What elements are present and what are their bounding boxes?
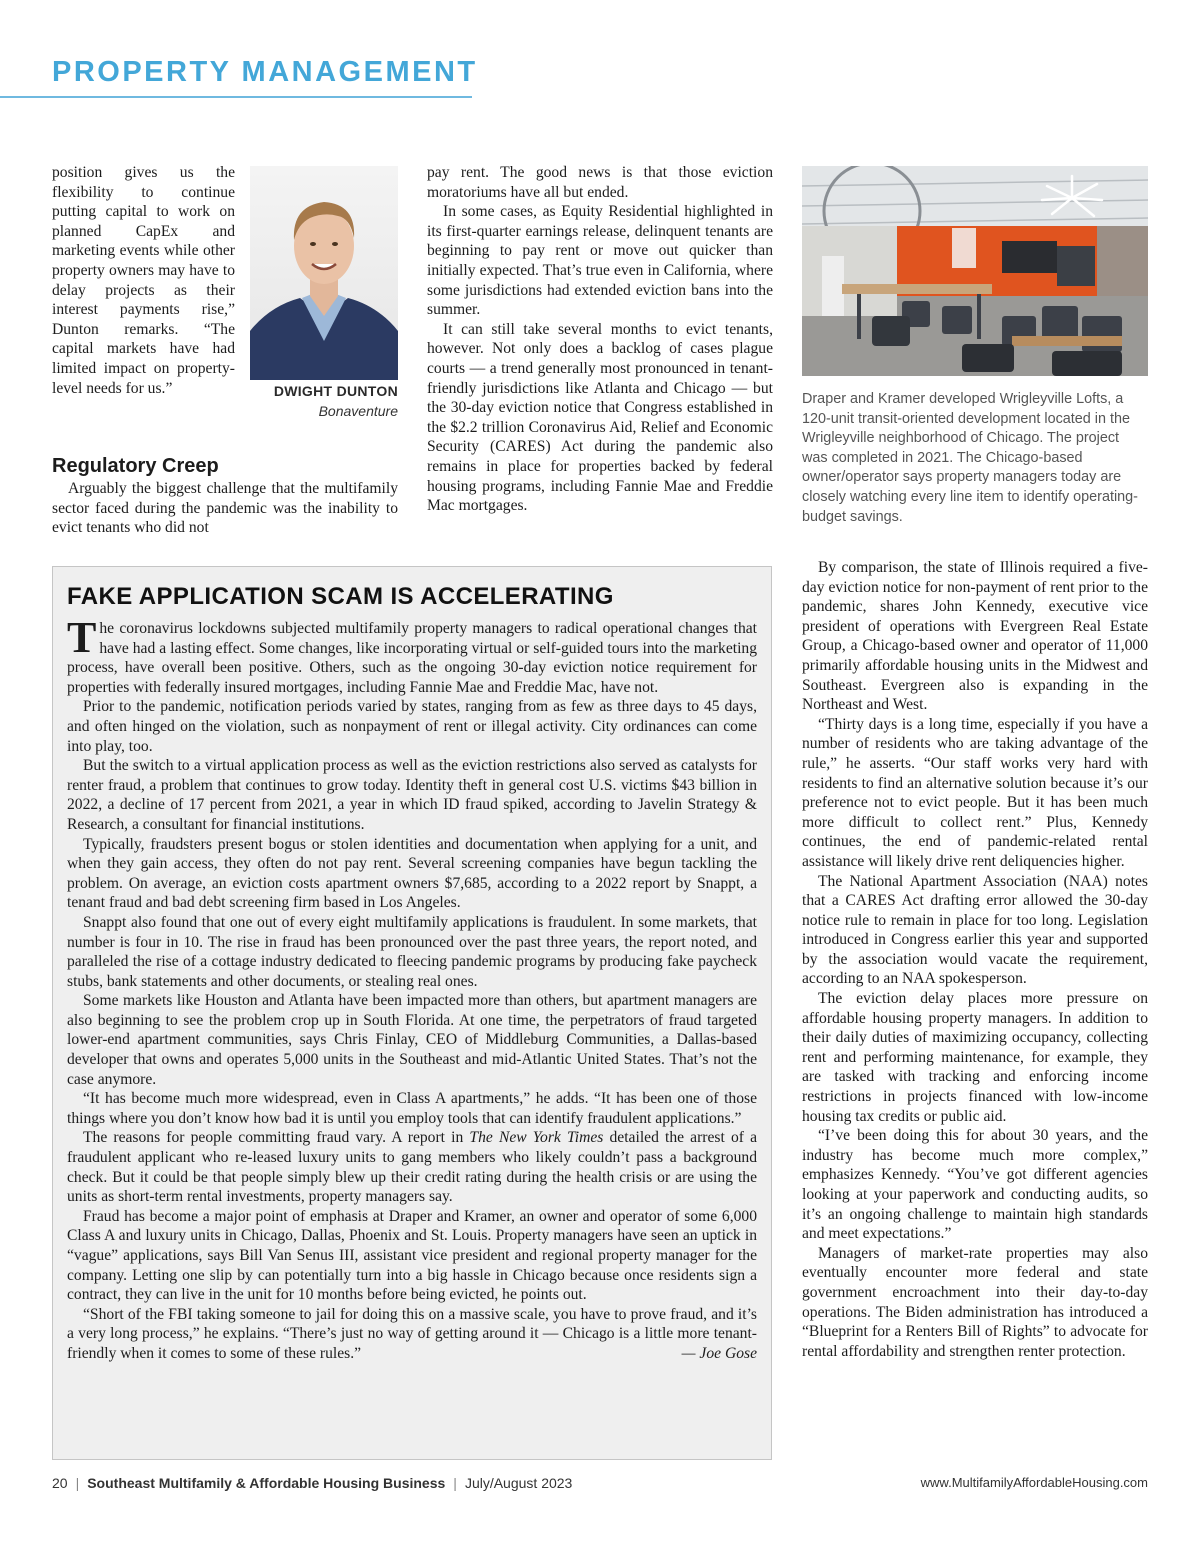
page-number: 20: [52, 1475, 68, 1491]
photo-caption: Draper and Kramer developed Wrigleyville Lofts, a 120-unit transit-oriented development located in the Wrigleyville neighborhood of Chicago. The project was completed in 2021. The Chicago-based owner/operator says property managers today are closely watching every line item to identify operating-budget savings.: [802, 391, 1138, 525]
sidebar-body: [67, 613, 757, 1364]
drop-cap: T: [67, 613, 97, 662]
paragraph: The eviction delay places more pressure on affordable housing property managers. In addition to their daily duties of maximizing occupancy, collecting rent and performing maintenance, for example, they are tasked with tracking and enforcing income restrictions in projects financed with low-income housing tax credits or public aid.: [802, 990, 1148, 1125]
paragraph: It can still take several months to evict tenants, however. Not only does a backlog of cases plague courts — a trend generally most pronounced in tenant-friendly jurisdictions like Atlanta and Chicago — but the 30-day eviction notice that Congress established in the $2.2 trillion Coronavirus Aid, Relief and Economic Security (CARES) Act during the pandemic also remains in place for properties backed by federal housing programs, including Fannie Mae and Freddie Mac mortgages.: [427, 320, 773, 515]
paragraph: By comparison, the state of Illinois required a five-day eviction notice for non-payment of rent prior to the pandemic, shares John Kennedy, executive vice president of operations with Evergreen Real Estate Group, a Chicago-based owner and operator of 11,000 primarily affordable housing units in the Midwest and Southeast. Evergreen also is expanding in the Northeast and West.: [802, 559, 1148, 714]
paragraph: Some markets like Houston and Atlanta have been impacted more than others, but apartment managers are also beginning to see the problem crop up in South Florida. At one time, the perpetrators of fraud targeted lower-end apartment communities, says Chris Finlay, CEO of Middleburg Communities, a Dallas-based developer that owns and operates 5,000 units in the Southeast and mid-Atlantic United States. That’s not the case anymore.: [67, 992, 757, 1088]
paragraph: Fraud has become a major point of emphasis at Draper and Kramer, an owner and operator of some 6,000 Class A and luxury units in Chicago, Dallas, Phoenix and St. Louis. Property managers have seen an uptick in “vague” applications, says Bill Van Senus III, assistant vice president and regional property manager for the company. Letting one slip by can potentially turn into a big hassle in Chicago because once residents sign a contract, they can live in the unit for 10 months before being evicted, he points out.: [67, 1207, 757, 1304]
subheading: Regulatory Creep: [52, 455, 219, 477]
section-rule: [0, 96, 472, 98]
paragraph: position gives us the flexibility to continue putting capital to work on planned CapEx and marketing events while other property owners may have to delay projects as their interest payments rise,” Dunton remarks. “The capital markets have had limited impact on property-level needs for us.”: [52, 164, 235, 397]
portrait-affiliation: Bonaventure: [318, 403, 398, 419]
byline: — Joe Gose: [681, 1344, 757, 1362]
column-1-text: [52, 163, 235, 398]
portrait-name: DWIGHT DUNTON: [273, 383, 398, 399]
paragraph: “Thirty days is a long time, especially if you have a number of residents who are taking advantage of the rule,” he asserts. “Our staff works very hard with residents to find an alternative solution because it’s our preference not to evict people. But it has been much more difficult to collect rent.” Plus, Kennedy continues, the end of pandemic-related rental assistance will likely drive rent deliquencies higher.: [802, 715, 1148, 870]
publication-name: Southeast Multifamily & Affordable Housing Business: [87, 1475, 446, 1491]
footer-url: www.MultifamilyAffordableHousing.com: [920, 1475, 1148, 1490]
paragraph: Typically, fraudsters present bogus or stolen identities and documentation when applying for a unit, and when they gain access, they often do not pay rent. Several screening companies have begun tackling the problem. On average, an eviction costs apartment owners $7,685, according to a 2022 report by Snappt, a tenant fraud and bad debt screening firm based in Los Angeles.: [67, 835, 757, 912]
section-title: PROPERTY MANAGEMENT: [52, 56, 478, 88]
column-1-lower-text: [52, 479, 398, 538]
paragraph: “Short of the FBI taking someone to jail for doing this on a massive scale, you have to prove fraud, and it’s a very long process,” he explains. “There’s just no way of getting around it — Chicago is a little more tenant-friendly when it comes to some of these rules.” — Joe Gose: [67, 1305, 757, 1362]
paragraph: The reasons for people committing fraud vary. A report in The New York Times detailed the arrest of a fraudulent applicant who re-leased luxury units to gang members who likely couldn’t pass a background check. But it could be that people simply blew up their credit rating during the health crisis or are using the units as short-term rental investments, property managers say.: [67, 1129, 757, 1206]
interior-photo: [802, 166, 1148, 376]
portrait-photo: [250, 166, 398, 380]
paragraph: In some cases, as Equity Residential highlighted in its first-quarter earnings release, delinquent tenants are beginning to pay rent or move out quicker than initially expected. That’s true even in California, where some jurisdictions had extended eviction bans into the summer.: [427, 203, 773, 319]
paragraph: Snappt also found that one out of every eight multifamily applications is fraudulent. In some markets, that number is four in 10. The rise in fraud has been pronounced over the past three years, the report noted, and paralleled the rise of a cottage industry dedicated to fleecing pandemic programs by producing fake paycheck stubs, bank statements and other documents, or stealing real ones.: [67, 913, 757, 990]
paragraph: The coronavirus lockdowns subjected multifamily property managers to radical operational changes that have had a lasting effect. Some changes, like incorporating virtual or self-guided tours into the marketing process, have overall been positive. Others, such as the ongoing 30-day eviction notice requirement for properties with federally insured mortgages, including Fannie Mae and Freddie Mac, have not.: [67, 613, 757, 696]
paragraph: “It has become much more widespread, even in Class A apartments,” he adds. “It has been one of those things where you don’t know how bad it is until you employ tools that can identify fraudulent applications.”: [67, 1090, 757, 1127]
paragraph: Arguably the biggest challenge that the multifamily sector faced during the pandemic was the inability to evict tenants who did not: [52, 480, 398, 537]
paragraph: “I’ve been doing this for about 30 years, and the industry has become much more complex,” emphasizes Kennedy. “You’ve got different agencies looking at your paperwork and conducting audits, so it’s an ongoing challenge to maintain high standards and meet expectations.”: [802, 1127, 1148, 1243]
paragraph: pay rent. The good news is that those eviction moratoriums have all but ended.: [427, 164, 773, 201]
column-3-text: [802, 558, 1148, 1361]
footer-left: 20 | Southeast Multifamily & Affordable Housing Business | July/August 2023: [52, 1475, 573, 1491]
paragraph: Prior to the pandemic, notification periods varied by states, ranging from as few as three days to 45 days, and often hinged on the violation, such as nonpayment of rent or illegal activity. City ordinances can come into play, too.: [67, 698, 757, 755]
paragraph: The National Apartment Association (NAA) notes that a CARES Act drafting error allowed the 30-day notice rule to remain in place for too long. Legislation introduced in Congress earlier this year and supported by the association would vacate the requirement, according to an NAA spokesperson.: [802, 872, 1148, 988]
publication-title: The New York Times: [469, 1129, 604, 1147]
column-2-text: [427, 163, 773, 516]
issue-date: July/August 2023: [464, 1475, 573, 1491]
sidebar-title: FAKE APPLICATION SCAM IS ACCELERATING: [67, 583, 614, 610]
paragraph: But the switch to a virtual application process as well as the eviction restrictions also served as catalysts for renter fraud, a problem that continues to grow today. Identity theft in general cost U.S. victims $43 billion in 2022, a decline of 17 percent from 2021, a year in which ID fraud spiked, according to Javelin Strategy & Research, a consultant for financial institutions.: [67, 757, 757, 833]
paragraph: Managers of market-rate properties may also eventually encounter more federal and state government encroachment into their day-to-day operations. The Biden administration has introduced a “Blueprint for a Renters Bill of Rights” to advocate for rental affordability and strengthen renter protection.: [802, 1244, 1148, 1360]
